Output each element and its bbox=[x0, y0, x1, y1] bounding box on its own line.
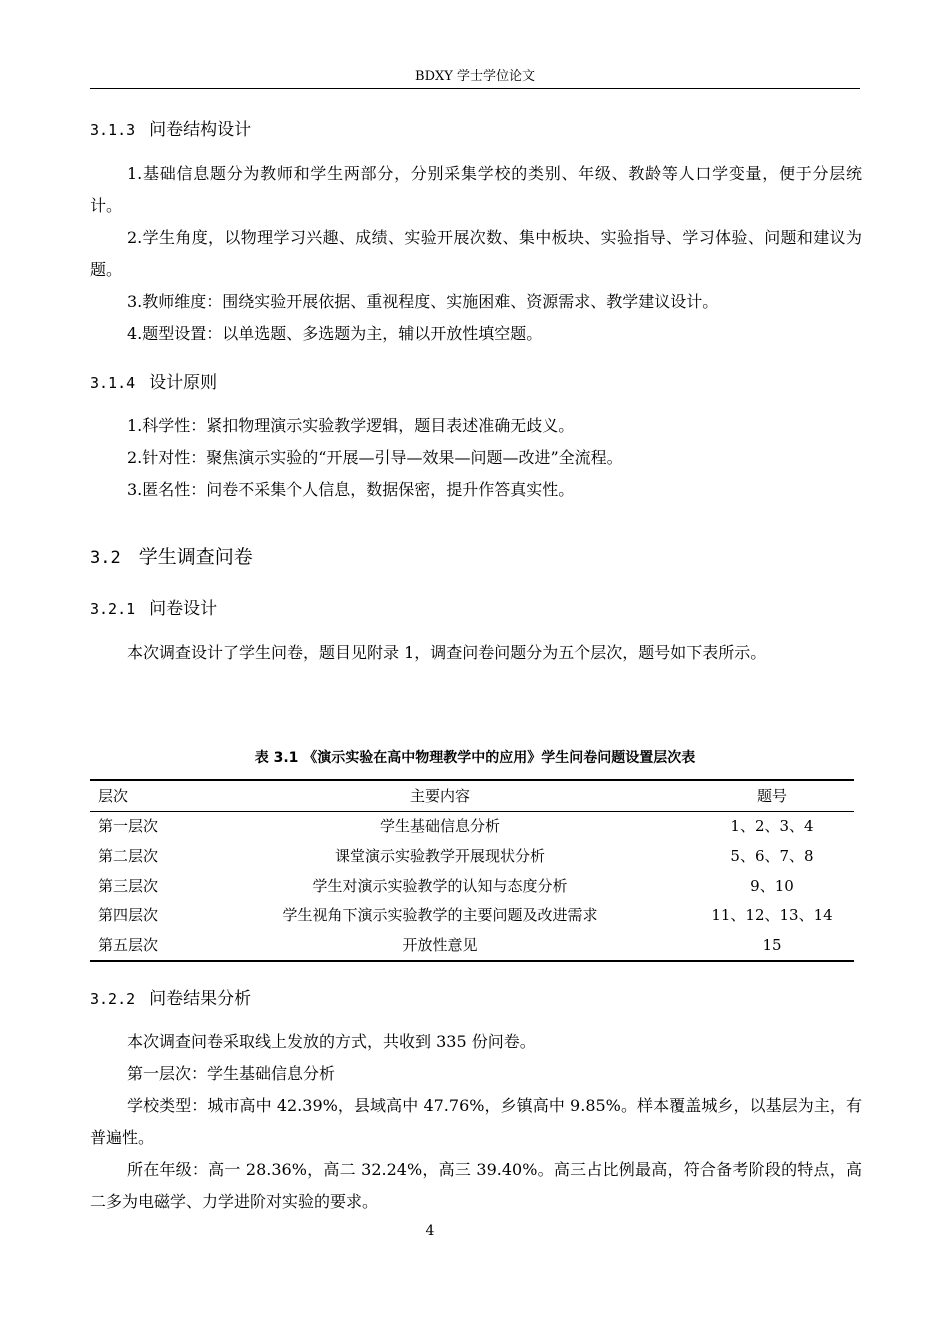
table-caption: 表 3.1 《演示实验在高中物理教学中的应用》学生问卷问题设置层次表 bbox=[254, 750, 696, 766]
heading-title: 问卷结果分析 bbox=[149, 989, 252, 1009]
table-cell: 课堂演示实验教学开展现状分析 bbox=[334, 846, 545, 865]
paragraph: 2.针对性：聚焦演示实验的“开展—引导—效果—问题—改进”全流程。 bbox=[127, 448, 623, 467]
heading-title: 设计原则 bbox=[149, 373, 218, 393]
heading-number: 3.2 bbox=[90, 548, 121, 568]
header-rule bbox=[90, 88, 860, 89]
table-cell: 学生视角下演示实验教学的主要问题及改进需求 bbox=[282, 906, 598, 925]
heading-3-1-4 bbox=[90, 371, 862, 395]
paragraph: 本次调查问卷采取线上发放的方式，共收到 335 份问卷。 bbox=[127, 1032, 536, 1051]
table-cell: 9、10 bbox=[750, 876, 794, 895]
paragraph: 2.学生角度，以物理学习兴趣、成绩、实验开展次数、集中板块、实验指导、学习体验、问题和建议为题。 bbox=[90, 228, 862, 279]
table-cell: 1、2、3、4 bbox=[730, 817, 814, 836]
table-cell: 15 bbox=[762, 935, 782, 954]
paragraph: 4.题型设置：以单选题、多选题为主，辅以开放性填空题。 bbox=[127, 324, 543, 343]
column-header: 层次 bbox=[98, 786, 129, 805]
paragraph: 学校类型：城市高中 42.39%，县域高中 47.76%，乡镇高中 9.85%。样本覆盖城乡，以基层为主，有普遍性。 bbox=[90, 1096, 862, 1147]
paragraph: 3.教师维度：围绕实验开展依据、重视程度、实施困难、资源需求、教学建议设计。 bbox=[127, 292, 719, 311]
heading-title: 学生调查问卷 bbox=[138, 546, 253, 568]
paragraph: 3.匿名性：问卷不采集个人信息，数据保密，提升作答真实性。 bbox=[127, 480, 575, 499]
paragraph: 第一层次：学生基础信息分析 bbox=[127, 1064, 336, 1083]
paragraph: 所在年级：高一 28.36%，高二 32.24%，高三 39.40%。高三占比例最高，符合备考阶段的特点，高二多为电磁学、力学进阶对实验的要求。 bbox=[90, 1160, 862, 1211]
table-cell: 开放性意见 bbox=[402, 935, 478, 954]
table-cell: 学生基础信息分析 bbox=[379, 817, 500, 836]
table-cell: 第一层次 bbox=[98, 817, 159, 836]
heading-number: 3.1.4 bbox=[90, 374, 136, 392]
heading-number: 3.2.1 bbox=[90, 600, 136, 618]
paragraph: 1.科学性：紧扣物理演示实验教学逻辑，题目表述准确无歧义。 bbox=[127, 416, 575, 435]
table-cell: 第三层次 bbox=[98, 876, 159, 895]
table-cell: 学生对演示实验教学的认知与态度分析 bbox=[312, 876, 568, 895]
levels-table bbox=[90, 779, 854, 962]
heading-title: 问卷结构设计 bbox=[149, 120, 252, 140]
paragraph: 1.基础信息题分为教师和学生两部分，分别采集学校的类别、年级、教龄等人口学变量，便于分层统计。 bbox=[90, 164, 862, 215]
table-cell: 5、6、7、8 bbox=[730, 846, 814, 865]
paragraph: 本次调查设计了学生问卷，题目见附录 1，调查问卷问题分为五个层次，题号如下表所示。 bbox=[127, 643, 767, 662]
page-number: 4 bbox=[425, 1223, 435, 1239]
heading-3-2-1 bbox=[90, 597, 862, 621]
heading-3-2 bbox=[90, 544, 862, 571]
table-row bbox=[90, 930, 854, 961]
table-header-row bbox=[90, 780, 854, 811]
table-cell: 第四层次 bbox=[98, 906, 159, 925]
column-header: 主要内容 bbox=[409, 786, 470, 805]
heading-number: 3.2.2 bbox=[90, 990, 136, 1008]
heading-3-1-3 bbox=[90, 118, 862, 142]
table-cell: 第五层次 bbox=[98, 935, 159, 954]
running-header: BDXY 学士学位论文 bbox=[415, 69, 535, 84]
table-row bbox=[90, 841, 854, 871]
table-cell: 第二层次 bbox=[98, 846, 159, 865]
heading-title: 问卷设计 bbox=[149, 599, 218, 619]
table-cell: 11、12、13、14 bbox=[711, 906, 833, 925]
table-row bbox=[90, 900, 854, 930]
table-row bbox=[90, 871, 854, 901]
column-header: 题号 bbox=[756, 786, 787, 805]
table-row bbox=[90, 811, 854, 841]
heading-3-2-2 bbox=[90, 987, 862, 1011]
heading-number: 3.1.3 bbox=[90, 121, 136, 139]
